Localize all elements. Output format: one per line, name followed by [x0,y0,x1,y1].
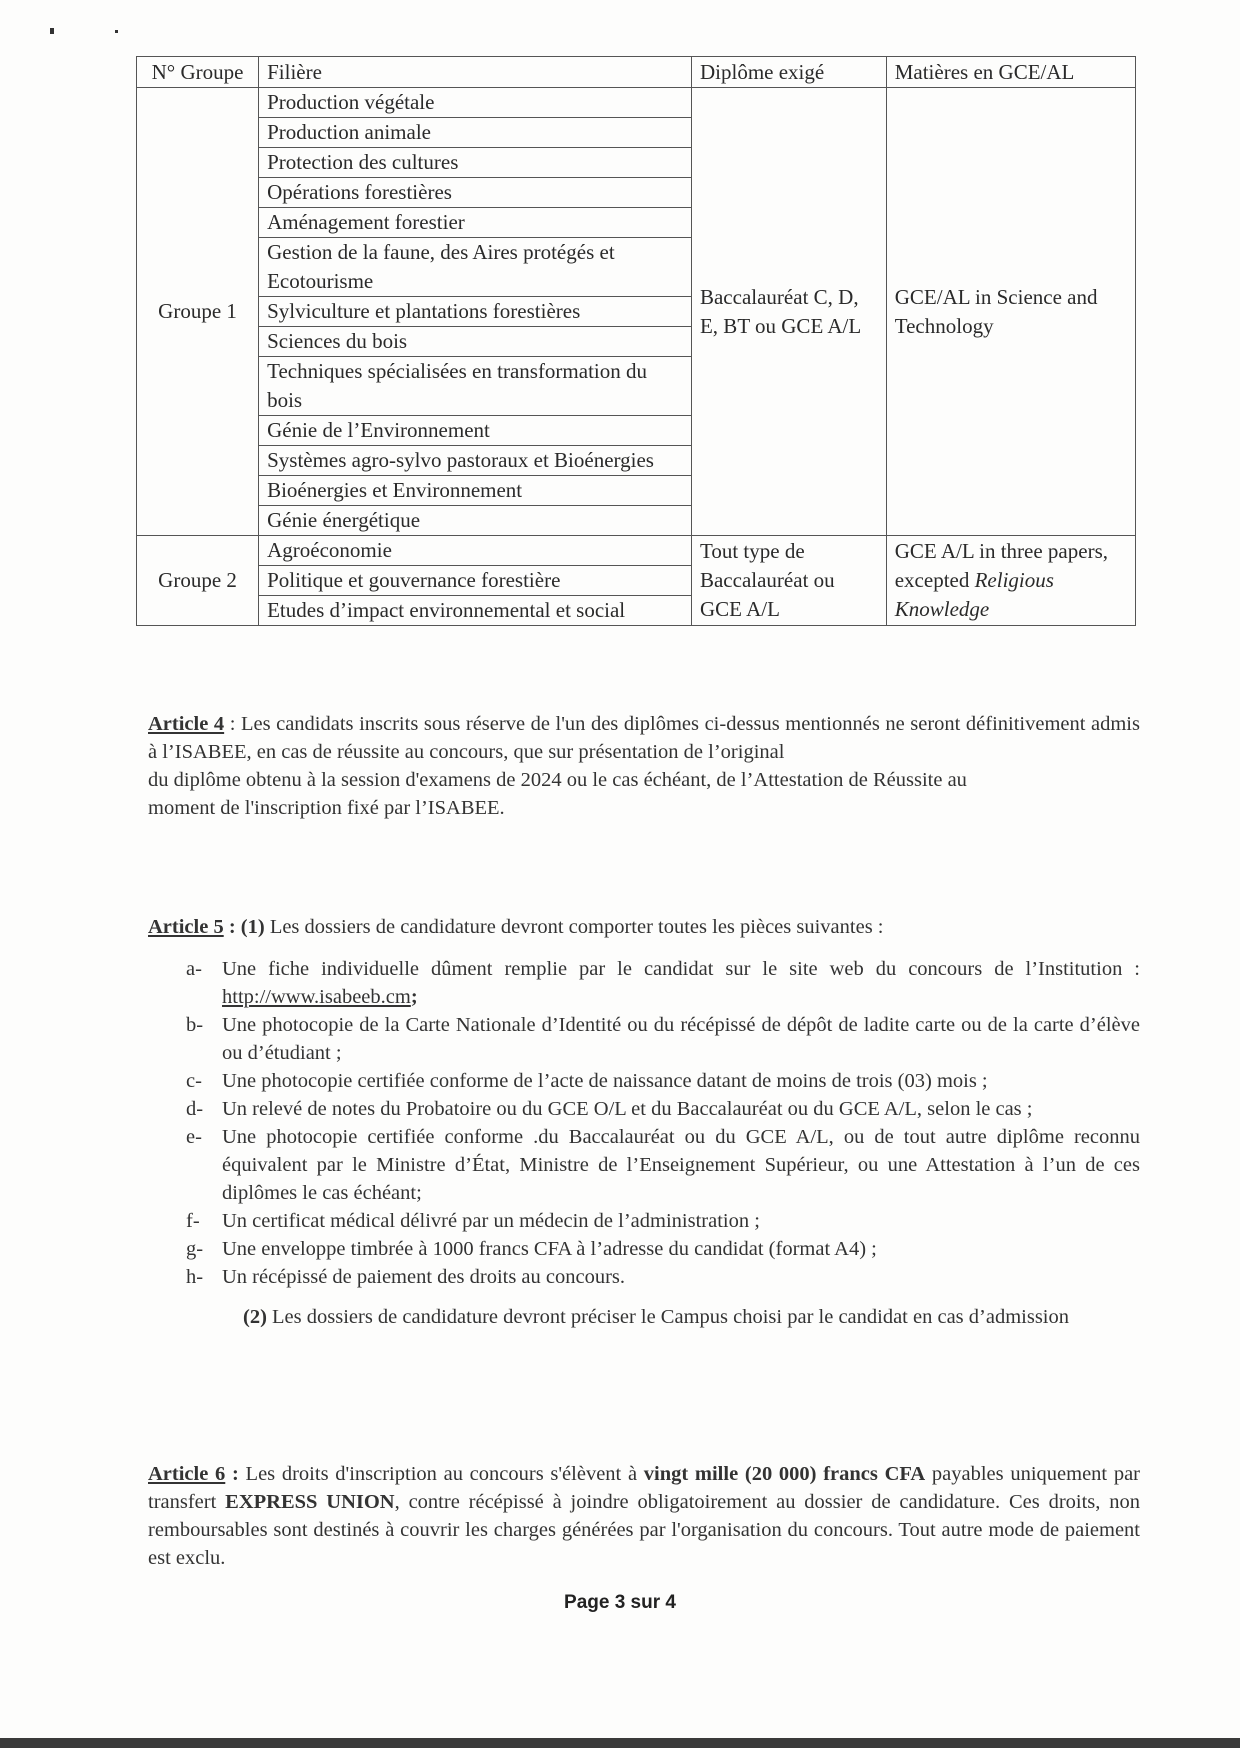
article-4-para [148,710,1140,766]
filiere-cell: Sciences du bois [259,327,692,357]
filiere-cell: Génie de l’Environnement [259,416,692,446]
item-text: Une fiche individuelle dûment remplie par le candidat sur le site web du concours de l’Institution : [222,958,1140,980]
matieres-cell [886,536,1135,626]
matieres-cell: GCE/AL in Science and Technology [886,88,1135,536]
list-item [148,1095,1140,1123]
header-filiere: Filière [259,57,692,88]
article-6 [148,1460,1140,1572]
scan-edge [0,1738,1240,1748]
group-name: Groupe 1 [137,88,259,536]
article-5 [148,913,1140,1331]
item-letter: c- [186,1070,202,1092]
filiere-cell: Production animale [259,118,692,148]
article-5-intro [148,913,1140,941]
filiere-cell: Politique et gouvernance forestière [259,566,692,596]
groups-table [136,56,1136,626]
list-item [148,1067,1140,1095]
article-4-text-1: Les candidats inscrits sous réserve de l'un des diplômes ci-dessus mentionnés ne seront définitivement admis à l’ISABEE, en cas de réussite au concours, que sur présentation de l’original [148,713,1140,763]
separator: : [224,713,241,735]
item-text: Un récépissé de paiement des droits au concours. [222,1266,626,1288]
scan-mark [50,28,54,34]
item-letter: d- [186,1098,204,1120]
item-tail: ; [410,986,418,1008]
header-groupe: N° Groupe [137,57,259,88]
article-4-text-3: moment de l'inscription fixé par l’ISABEE. [148,797,505,819]
article-5-title: Article 5 [148,916,224,938]
item-letter: f- [186,1210,200,1232]
matieres-italic: Religious Knowledge [894,568,1054,621]
filiere-cell: Agroéconomie [259,536,692,566]
paragraph-number: (1) [240,916,265,938]
required-documents-list [148,955,1140,1291]
article-6-text: , contre récépissé à joindre obligatoirement au dossier de candidature. Ces droits, non remboursables sont destinés à couvrir les charges générées par l'organisation du concours. Tout autre mode de paiement est exclu. [148,1491,1140,1569]
article-4-text-2: du diplôme obtenu à la session d'examens de 2024 ou le cas échéant, de l’Attestation de Réussite au [148,769,967,791]
list-item [148,1011,1140,1067]
item-letter: g- [186,1238,204,1260]
list-item [148,1207,1140,1235]
article-5-para-2-text: Les dossiers de candidature devront préciser le Campus choisi par le candidat en cas d’admission [266,1306,1069,1328]
item-letter: a- [186,958,202,980]
item-text: Un certificat médical délivré par un médecin de l’administration ; [222,1210,760,1232]
header-matieres: Matières en GCE/AL [886,57,1135,88]
article-5-para-2 [148,1303,1140,1331]
scan-mark [115,30,118,33]
fee-amount: vingt mille (20 000) francs CFA [643,1463,926,1485]
article-6-text: payables uniquement par transfert [148,1463,1141,1513]
item-letter: h- [186,1266,204,1288]
payment-provider: EXPRESS UNION [225,1491,395,1513]
filiere-cell: Production végétale [259,88,692,118]
list-item [148,1123,1140,1207]
article-6-text: Les droits d'inscription au concours s'élèvent à [245,1463,644,1485]
filiere-cell: Opérations forestières [259,178,692,208]
item-text: Une photocopie certifiée conforme .du Baccalauréat ou du GCE A/L, ou de tout autre diplôme reconnu équivalent par le Ministre d’État, Ministre de l’Enseignement Supérieur, ou une Attestation à l’un de ces diplômes le cas échéant; [222,1126,1140,1204]
diplome-cell: Tout type de Baccalauréat ou GCE A/L [691,536,886,626]
item-letter: b- [186,1014,204,1036]
separator: : [225,1463,246,1485]
item-text: Une photocopie certifiée conforme de l’acte de naissance datant de moins de trois (03) mois ; [222,1070,988,1092]
item-text: Une photocopie de la Carte Nationale d’Identité ou du récépissé de dépôt de ladite carte ou de la carte d’élève ou d’étudiant ; [222,1014,1140,1064]
table-header-row [137,57,1136,88]
diplome-cell: Baccalauréat C, D, E, BT ou GCE A/L [691,88,886,536]
group-name: Groupe 2 [137,536,259,626]
article-5-intro-text: Les dossiers de candidature devront comporter toutes les pièces suivantes : [264,916,884,938]
page-number: Page 3 sur 4 [564,1592,676,1613]
article-4-title: Article 4 [148,713,225,735]
header-diplome: Diplôme exigé [691,57,886,88]
item-letter: e- [186,1126,202,1148]
list-item [148,955,1140,1011]
article-6-title: Article 6 [148,1463,226,1485]
filiere-cell: Génie énergétique [259,506,692,536]
filiere-cell: Aménagement forestier [259,208,692,238]
article-4 [148,710,1140,822]
website-link[interactable]: http://www.isabeeb.cm [222,986,411,1008]
separator: : [223,916,241,938]
filiere-cell: Etudes d’impact environnemental et social [259,596,692,626]
list-item [148,1263,1140,1291]
filiere-cell: Bioénergies et Environnement [259,476,692,506]
filiere-cell: Sylviculture et plantations forestières [259,297,692,327]
filiere-cell: Systèmes agro-sylvo pastoraux et Bioénergies [259,446,692,476]
filiere-cell: Techniques spécialisées en transformation du bois [259,357,692,416]
paragraph-number: (2) [243,1306,267,1328]
table-row [137,536,1136,566]
list-item [148,1235,1140,1263]
table-row [137,88,1136,118]
filiere-cell: Protection des cultures [259,148,692,178]
item-text: Une enveloppe timbrée à 1000 francs CFA à l’adresse du candidat (format A4) ; [222,1238,877,1260]
filiere-cell: Gestion de la faune, des Aires protégés et Ecotourisme [259,238,692,297]
item-text: Un relevé de notes du Probatoire ou du GCE O/L et du Baccalauréat ou du GCE A/L, selon le cas ; [222,1098,1033,1120]
matieres-text: GCE A/L in three papers, excepted [894,539,1108,592]
